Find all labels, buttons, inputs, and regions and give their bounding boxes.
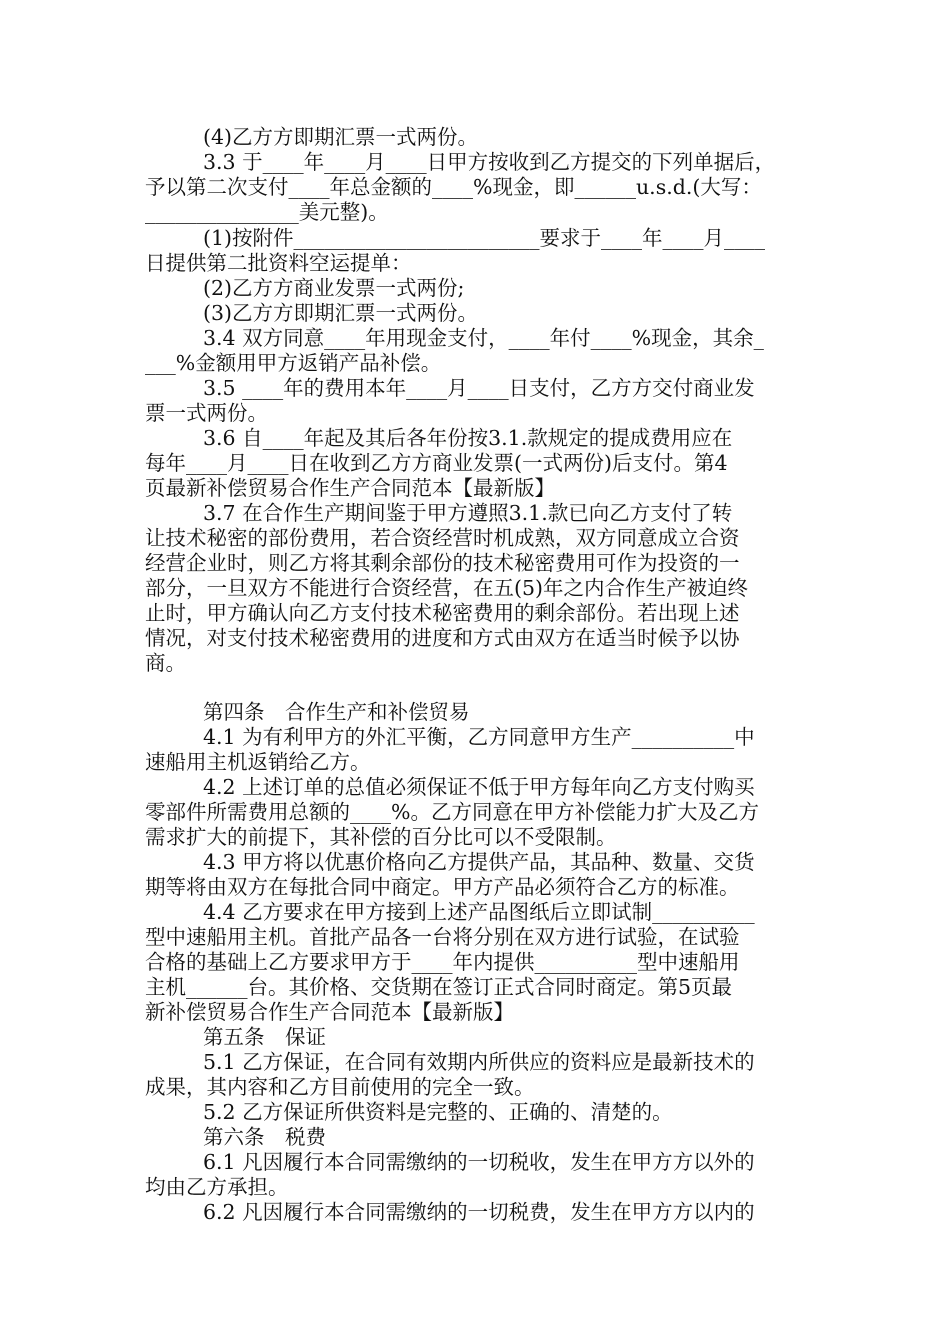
text-line: 票一式两份。 (145, 401, 268, 425)
text-line: 6.2 凡因履行本合同需缴纳的一切税费，发生在甲方方以内的 (203, 1200, 755, 1224)
text-line: (3)乙方方即期汇票一式两份。 (203, 301, 479, 325)
text-line: 均由乙方承担。 (145, 1175, 289, 1199)
text-line: 5.2 乙方保证所供资料是完整的、正确的、清楚的。 (203, 1100, 673, 1124)
text-line: 速船用主机返销给乙方。 (145, 750, 371, 774)
text-line: 商。 (145, 651, 186, 675)
text-line: 4.4 乙方要求在甲方接到上述产品图纸后立即试制__________ (203, 900, 755, 924)
text-line: 成果，其内容和乙方目前使用的完全一致。 (145, 1075, 535, 1099)
text-line: 6.1 凡因履行本合同需缴纳的一切税收，发生在甲方方以外的 (203, 1150, 755, 1174)
section-heading: 第四条 合作生产和补偿贸易 (203, 700, 470, 724)
text-line: 3.3 于____年____月____日甲方按收到乙方提交的下列单据后， (203, 150, 776, 174)
text-line: (4)乙方方即期汇票一式两份。 (203, 125, 479, 149)
text-line: 主机______台。其价格、交货期在签订正式合同时商定。第5页最 (145, 975, 733, 999)
text-line: 3.5 ____年的费用本年____月____日支付，乙方方交付商业发 (203, 376, 755, 400)
text-line: 每年____月____日在收到乙方方商业发票(一式两份)后支付。第4 (145, 451, 728, 475)
section-heading: 第六条 税费 (203, 1125, 326, 1149)
text-line: 4.1 为有利甲方的外汇平衡，乙方同意甲方生产__________中 (203, 725, 755, 749)
text-line: 新补偿贸易合作生产合同范本【最新版】 (145, 1000, 514, 1024)
text-line: 3.6 自____年起及其后各年份按3.1.款规定的提成费用应在 (203, 426, 733, 450)
text-line: 止时，甲方确认向乙方支付技术秘密费用的剩余部份。若出现上述 (145, 601, 740, 625)
text-line: 5.1 乙方保证，在合同有效期内所供应的资料应是最新技术的 (203, 1050, 755, 1074)
text-line: 3.7 在合作生产期间鉴于甲方遵照3.1.款已向乙方支付了转 (203, 501, 733, 525)
text-line: 经营企业时，则乙方将其剩余部份的技术秘密费用可作为投资的一 (145, 551, 740, 575)
text-line: 部分，一旦双方不能进行合资经营，在五(5)年之内合作生产被迫终 (145, 576, 749, 600)
text-line: (2)乙方方商业发票一式两份; (203, 276, 465, 300)
text-line: 4.3 甲方将以优惠价格向乙方提供产品，其品种、数量、交货 (203, 850, 755, 874)
text-line: (1)按附件________________________要求于____年____月____ (203, 226, 766, 250)
text-line: 零部件所需费用总额的____%。乙方同意在甲方补偿能力扩大及乙方 (145, 800, 759, 824)
text-line: 3.4 双方同意____年用现金支付，____年付____%现金，其余_ (203, 326, 764, 350)
section-heading: 第五条 保证 (203, 1025, 326, 1049)
text-line: 需求扩大的前提下，其补偿的百分比可以不受限制。 (145, 825, 617, 849)
text-line: 情况，对支付技术秘密费用的进度和方式由双方在适当时候予以协 (145, 626, 740, 650)
text-line: 让技术秘密的部份费用，若合资经营时机成熟，双方同意成立合资 (145, 526, 740, 550)
text-line: 4.2 上述订单的总值必须保证不低于甲方每年向乙方支付购买 (203, 775, 755, 799)
text-line: ___%金额用甲方返销产品补偿。 (145, 351, 442, 375)
text-line: 合格的基础上乙方要求甲方于____年内提供__________型中速船用 (145, 950, 740, 974)
text-line: 予以第二次支付____年总金额的____%现金，即______u.s.d.(大写： (145, 175, 762, 199)
text-line: _______________美元整)。 (145, 200, 389, 224)
text-line: 型中速船用主机。首批产品各一台将分别在双方进行试验，在试验 (145, 925, 740, 949)
text-line: 日提供第二批资料空运提单： (145, 251, 412, 275)
text-line: 期等将由双方在每批合同中商定。甲方产品必须符合乙方的标准。 (145, 875, 740, 899)
text-line: 页最新补偿贸易合作生产合同范本【最新版】 (145, 476, 555, 500)
